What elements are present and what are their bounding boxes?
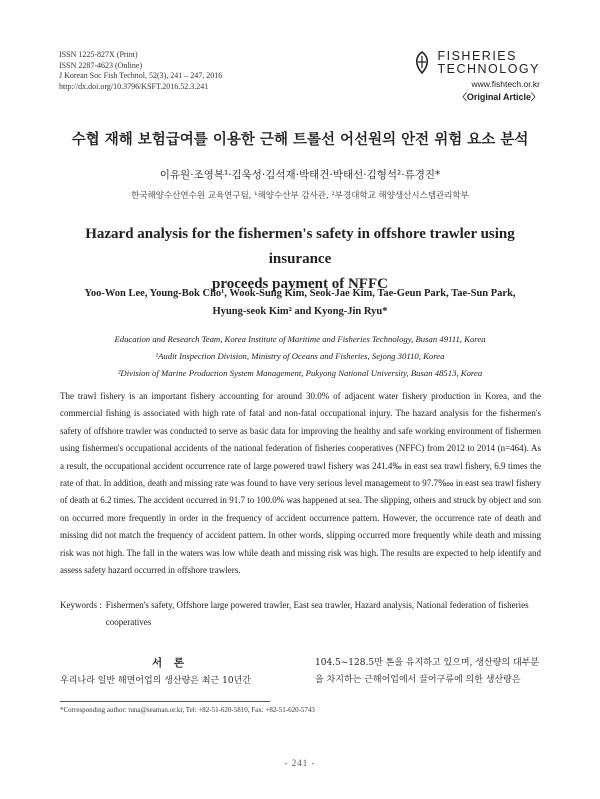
- english-authors: [70, 285, 530, 321]
- journal-url[interactable]: www.fishtech.or.kr: [471, 79, 540, 89]
- article-type: 〈Original Article〉: [457, 92, 540, 102]
- keywords: [60, 597, 541, 631]
- keywords-label: Keywords :: [60, 600, 102, 610]
- body-column-left: 우리나라 일반 해면어업의 생산량은 최근 10년간: [60, 676, 251, 686]
- journal-logo: [411, 50, 540, 103]
- corresponding-author-footnote: *Corresponding author: tuna@seaman.or.kr, Tel: +82-51-620-5810, Fax: +82-51-620-5743: [60, 706, 315, 714]
- issn-print: ISSN 1225-827X (Print): [59, 50, 138, 59]
- journal-meta: [59, 50, 222, 92]
- english-authors-line1: Yoo-Won Lee, Young-Bok Cho¹, Wook-Sung Kim, Seok-Jae Kim, Tae-Geun Park, Tae-Sun Park,: [84, 288, 516, 299]
- logo-line2: TECHNOLOGY: [437, 62, 540, 76]
- affiliation-2: ¹Audit Inspection Division, Ministry of Oceans and Fisheries, Sejong 30110, Korea: [155, 351, 445, 361]
- english-affiliations: [40, 331, 560, 382]
- korean-title: 수협 재해 보험급여를 이용한 근해 트롤선 어선원의 안전 위험 요소 분석: [71, 132, 529, 148]
- abstract: The trawl fishery is an important fishery accounting for around 30.0% of adjacent water fishery production in Korea, and the commercial fishing is associated with high rate of fatal and non-fatal occupational injury. The hazard analysis for the fishermen's safety of offshore trawler was conducted to serve as basic data for improving the healthy and safe working environment of fishermen using fishermen's occupational accidents of the national federation of fisheries cooperatives (NFFC) from 2012 to 2014 (n=464). As a result, the occupational accident occurrence rate of large powered trawl fishery was 241.4‰ in east sea trawl fishery, 6.9 times the rate of that. In addition, death and missing rate was found to have very serious level management to 97.7‱ in east sea trawl fishery of death at 6.2 times. The accident occurred in 91.7 to 100.0% was happened at sea. The slipping, others and struck by object and son on occurred more frequently in order in the frequency of accident occurrence pattern. However, the occurrence rate of death and missing did not match the frequency of accident pattern. In other words, slipping occurred more frequently while death and missing risk was not high. The fall in the waters was low while death and missing risk was high. The results are expected to help identify and assess safety hazard occurred in offshore trawlers.: [60, 391, 541, 576]
- english-title-line2: proceeds payment of NFFC: [212, 276, 388, 292]
- issn-online: ISSN 2287-4623 (Online): [59, 60, 143, 70]
- footnote-divider: [60, 701, 270, 702]
- doi-link[interactable]: http://dx.doi.org/10.3796/KSFT.2016.52.3.241: [59, 81, 209, 91]
- citation: J Korean Soc Fish Technol, 52(3), 241 – 247, 2016: [59, 71, 223, 80]
- body-column-right: 104.5~128.5만 톤을 유지하고 있으며, 생산량의 대부분을 차지하는 근해어업에서 끌어구류에 의한 생산량은: [315, 658, 540, 685]
- korean-affiliation: 한국해양수산연수원 교육연구팀, ¹해양수산부 감사관, ²부경대학교 해양생산시스템관리학부: [131, 191, 469, 201]
- logo-line1: FISHERIES: [437, 49, 517, 63]
- affiliation-1: Education and Research Team, Korea Institute of Maritime and Fisheries Technology, Busan 49111, Korea: [114, 334, 486, 344]
- english-title-line1: Hazard analysis for the fishermen's safety in offshore trawler using insurance: [85, 226, 515, 267]
- fish-hook-logo-icon: [411, 51, 433, 75]
- affiliation-3: ²Division of Marine Production System Management, Pukyong National University, Busan 48513, Korea: [117, 368, 483, 378]
- section-heading-introduction: 서 론: [152, 657, 188, 669]
- page-number: - 241 -: [284, 758, 316, 768]
- keywords-text: Fishermen's safety, Offshore large powered trawler, East sea trawler, Hazard analysis, National federation of fisheries cooperatives: [105, 600, 529, 627]
- english-authors-line2: Hyung-seok Kim² and Kyong-Jin Ryu*: [212, 306, 388, 317]
- korean-authors: 이유원·조영복¹·김욱성·김석재·박태건·박태선·김형석²·류경진*: [159, 169, 441, 181]
